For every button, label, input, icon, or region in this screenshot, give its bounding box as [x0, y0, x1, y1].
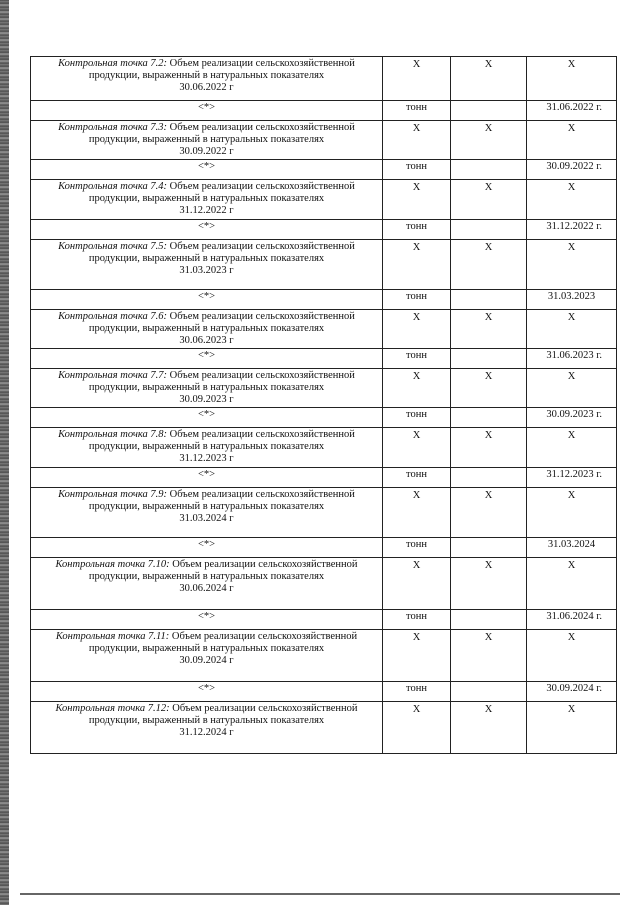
control-point-description: [31, 630, 383, 682]
x-mark-cell: X: [451, 240, 527, 290]
control-point-date: 30.09.2024 г: [179, 655, 234, 666]
x-mark-cell: X: [451, 180, 527, 220]
control-point-text: Объем реализации сельскохозяйственной продукции, выраженный в натуральных показателях: [88, 58, 355, 81]
control-point-label: Контрольная точка 7.9:: [58, 489, 167, 500]
footnote-marker: <*>: [31, 160, 383, 180]
control-point-text: Объем реализации сельскохозяйственной продукции, выраженный в натуральных показателях: [88, 631, 358, 654]
deadline-cell: 31.12.2023 г.: [527, 468, 617, 488]
x-mark-cell: X: [527, 702, 617, 754]
control-point-description: [31, 57, 383, 101]
footnote-marker: <*>: [31, 101, 383, 121]
x-mark-cell: X: [527, 558, 617, 610]
x-mark-cell: X: [383, 428, 451, 468]
deadline-cell: 30.09.2024 г.: [527, 682, 617, 702]
control-point-text: Объем реализации сельскохозяйственной продукции, выраженный в натуральных показателях: [88, 122, 355, 145]
control-point-label: Контрольная точка 7.8:: [58, 429, 167, 440]
x-mark-cell: X: [527, 630, 617, 682]
control-point-subrow: [31, 290, 617, 310]
control-point-date: 30.06.2023 г: [179, 335, 234, 346]
deadline-cell: 31.03.2023: [527, 290, 617, 310]
unit-cell: тонн: [383, 349, 451, 369]
x-mark-cell: X: [527, 121, 617, 160]
control-point-description: [31, 240, 383, 290]
empty-cell: [451, 610, 527, 630]
empty-cell: [451, 538, 527, 558]
control-point-row: [31, 558, 617, 610]
unit-cell: тонн: [383, 538, 451, 558]
x-mark-cell: X: [527, 57, 617, 101]
x-mark-cell: X: [383, 57, 451, 101]
x-mark-cell: X: [451, 488, 527, 538]
control-point-label: Контрольная точка 7.7:: [58, 370, 167, 381]
control-point-subrow: [31, 682, 617, 702]
control-point-description: [31, 488, 383, 538]
control-point-description: [31, 428, 383, 468]
control-point-subrow: [31, 468, 617, 488]
unit-cell: тонн: [383, 610, 451, 630]
footnote-marker: <*>: [31, 468, 383, 488]
deadline-cell: 31.06.2022 г.: [527, 101, 617, 121]
x-mark-cell: X: [383, 702, 451, 754]
footnote-marker: <*>: [31, 682, 383, 702]
x-mark-cell: X: [383, 369, 451, 408]
empty-cell: [451, 160, 527, 180]
control-point-date: 30.06.2024 г: [179, 583, 234, 594]
x-mark-cell: X: [527, 240, 617, 290]
x-mark-cell: X: [383, 488, 451, 538]
control-point-date: 30.09.2022 г: [179, 146, 234, 157]
control-point-subrow: [31, 220, 617, 240]
x-mark-cell: X: [451, 428, 527, 468]
x-mark-cell: X: [383, 558, 451, 610]
x-mark-cell: X: [383, 180, 451, 220]
control-point-subrow: [31, 538, 617, 558]
control-point-subrow: [31, 101, 617, 121]
control-point-row: [31, 240, 617, 290]
control-point-subrow: [31, 610, 617, 630]
scan-edge: [0, 0, 9, 905]
control-point-text: Объем реализации сельскохозяйственной продукции, выраженный в натуральных показателях: [88, 429, 355, 452]
empty-cell: [451, 468, 527, 488]
unit-cell: тонн: [383, 290, 451, 310]
control-point-row: [31, 488, 617, 538]
deadline-cell: 31.06.2024 г.: [527, 610, 617, 630]
footnote-marker: <*>: [31, 408, 383, 428]
control-point-row: [31, 310, 617, 349]
empty-cell: [451, 220, 527, 240]
x-mark-cell: X: [527, 488, 617, 538]
control-point-description: [31, 180, 383, 220]
unit-cell: тонн: [383, 101, 451, 121]
empty-cell: [451, 408, 527, 428]
control-point-subrow: [31, 408, 617, 428]
control-point-description: [31, 369, 383, 408]
footnote-marker: <*>: [31, 349, 383, 369]
empty-cell: [451, 682, 527, 702]
control-point-row: [31, 57, 617, 101]
control-point-label: Контрольная точка 7.10:: [55, 559, 170, 570]
unit-cell: тонн: [383, 682, 451, 702]
control-point-text: Объем реализации сельскохозяйственной продукции, выраженный в натуральных показателях: [88, 311, 355, 334]
control-point-label: Контрольная точка 7.6:: [58, 311, 167, 322]
control-point-row: [31, 702, 617, 754]
deadline-cell: 31.06.2023 г.: [527, 349, 617, 369]
control-point-text: Объем реализации сельскохозяйственной продукции, выраженный в натуральных показателях: [88, 370, 355, 393]
control-point-date: 31.12.2022 г: [179, 205, 234, 216]
x-mark-cell: X: [383, 240, 451, 290]
x-mark-cell: X: [451, 121, 527, 160]
control-points-table: [30, 56, 617, 754]
control-point-row: [31, 630, 617, 682]
control-point-text: Объем реализации сельскохозяйственной продукции, выраженный в натуральных показателях: [88, 489, 355, 512]
control-point-date: 31.12.2023 г: [179, 453, 234, 464]
control-point-label: Контрольная точка 7.11:: [55, 631, 170, 642]
x-mark-cell: X: [451, 630, 527, 682]
x-mark-cell: X: [527, 310, 617, 349]
control-point-date: 30.09.2023 г: [179, 394, 234, 405]
x-mark-cell: X: [527, 369, 617, 408]
unit-cell: тонн: [383, 220, 451, 240]
unit-cell: тонн: [383, 468, 451, 488]
footnote-marker: <*>: [31, 538, 383, 558]
control-point-label: Контрольная точка 7.3:: [58, 122, 167, 133]
control-point-label: Контрольная точка 7.2:: [58, 58, 167, 69]
control-point-description: [31, 702, 383, 754]
control-point-label: Контрольная точка 7.5:: [58, 241, 167, 252]
unit-cell: тонн: [383, 408, 451, 428]
empty-cell: [451, 101, 527, 121]
control-point-date: 31.03.2023 г: [179, 265, 234, 276]
x-mark-cell: X: [451, 558, 527, 610]
x-mark-cell: X: [383, 121, 451, 160]
x-mark-cell: X: [451, 57, 527, 101]
control-point-label: Контрольная точка 7.4:: [58, 181, 167, 192]
control-point-text: Объем реализации сельскохозяйственной продукции, выраженный в натуральных показателях: [88, 241, 355, 264]
control-point-subrow: [31, 349, 617, 369]
page-bottom-border: [20, 893, 620, 895]
deadline-cell: 31.03.2024: [527, 538, 617, 558]
control-point-date: 31.12.2024 г: [179, 727, 234, 738]
x-mark-cell: X: [527, 180, 617, 220]
x-mark-cell: X: [451, 702, 527, 754]
control-point-description: [31, 558, 383, 610]
control-point-date: 31.03.2024 г: [179, 513, 234, 524]
control-point-row: [31, 369, 617, 408]
control-point-row: [31, 121, 617, 160]
x-mark-cell: X: [527, 428, 617, 468]
control-point-subrow: [31, 160, 617, 180]
control-point-row: [31, 428, 617, 468]
control-point-description: [31, 310, 383, 349]
control-point-text: Объем реализации сельскохозяйственной продукции, выраженный в натуральных показателях: [88, 703, 358, 726]
empty-cell: [451, 349, 527, 369]
control-point-description: [31, 121, 383, 160]
control-point-label: Контрольная точка 7.12:: [55, 703, 170, 714]
control-point-row: [31, 180, 617, 220]
footnote-marker: <*>: [31, 290, 383, 310]
unit-cell: тонн: [383, 160, 451, 180]
x-mark-cell: X: [451, 310, 527, 349]
control-point-text: Объем реализации сельскохозяйственной продукции, выраженный в натуральных показателях: [88, 559, 358, 582]
deadline-cell: 31.12.2022 г.: [527, 220, 617, 240]
footnote-marker: <*>: [31, 610, 383, 630]
deadline-cell: 30.09.2022 г.: [527, 160, 617, 180]
footnote-marker: <*>: [31, 220, 383, 240]
x-mark-cell: X: [451, 369, 527, 408]
empty-cell: [451, 290, 527, 310]
control-point-text: Объем реализации сельскохозяйственной продукции, выраженный в натуральных показателях: [88, 181, 355, 204]
x-mark-cell: X: [383, 630, 451, 682]
control-point-date: 30.06.2022 г: [179, 82, 234, 93]
x-mark-cell: X: [383, 310, 451, 349]
deadline-cell: 30.09.2023 г.: [527, 408, 617, 428]
